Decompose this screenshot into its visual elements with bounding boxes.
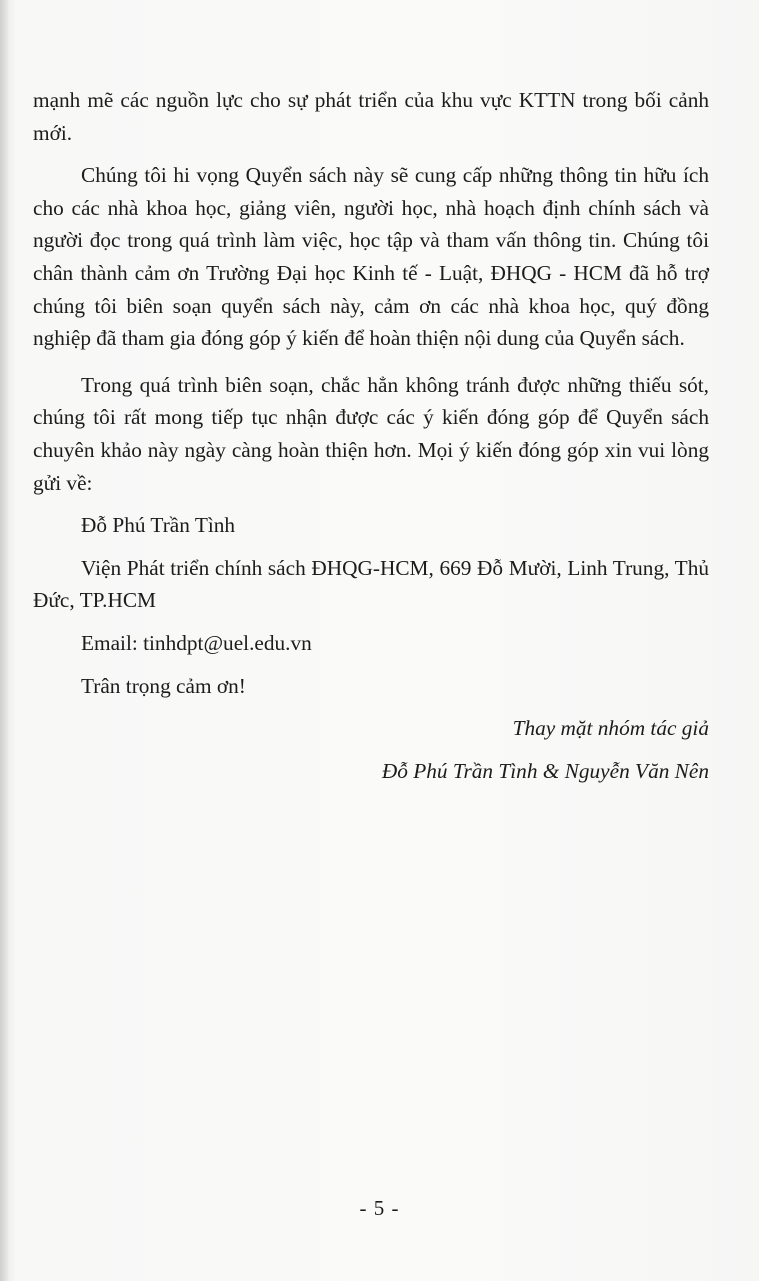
paragraph-hope: Chúng tôi hi vọng Quyển sách này sẽ cung cấp những thông tin hữu ích cho các nhà khoa học, giảng viên, người học, nhà hoạch định chính sách và người đọc trong quá trình làm việc, học tập và tham vấn thông tin. Chúng tôi chân thành cảm ơn Trường Đại học Kinh tế - Luật, ĐHQG - HCM đã hỗ trợ chúng tôi biên soạn quyển sách này, cảm ơn các nhà khoa học, quý đồng nghiệp đã tham gia đóng góp ý kiến để hoàn thiện nội dung của Quyển sách. <box>33 163 709 351</box>
contact-name: Đỗ Phú Trần Tình <box>81 513 236 538</box>
page-binding-shadow <box>0 0 8 1281</box>
page-body <box>33 84 709 787</box>
contact-address: Viện Phát triển chính sách ĐHQG-HCM, 669 Đỗ Mười, Linh Trung, Thủ Đức, TP.HCM <box>33 555 709 613</box>
paragraph-feedback: Trong quá trình biên soạn, chắc hẳn không tránh được những thiếu sót, chúng tôi rất mong tiếp tục nhận được các ý kiến đóng góp để Quyển sách chuyên khảo này ngày càng hoàn thiện hơn. Mọi ý kiến đóng góp xin vui lòng gửi về: <box>33 372 709 495</box>
closing-line: Trân trọng cảm ơn! <box>81 673 246 698</box>
paragraph-continuation: mạnh mẽ các nguồn lực cho sự phát triển của khu vực KTTN trong bối cảnh mới. <box>33 88 709 145</box>
page-number: - 5 - <box>359 1196 400 1220</box>
signature-title: Thay mặt nhóm tác giả <box>512 716 709 741</box>
contact-email: Email: tinhdpt@uel.edu.vn <box>81 630 312 655</box>
signature-authors: Đỗ Phú Trần Tình & Nguyễn Văn Nên <box>381 758 709 783</box>
